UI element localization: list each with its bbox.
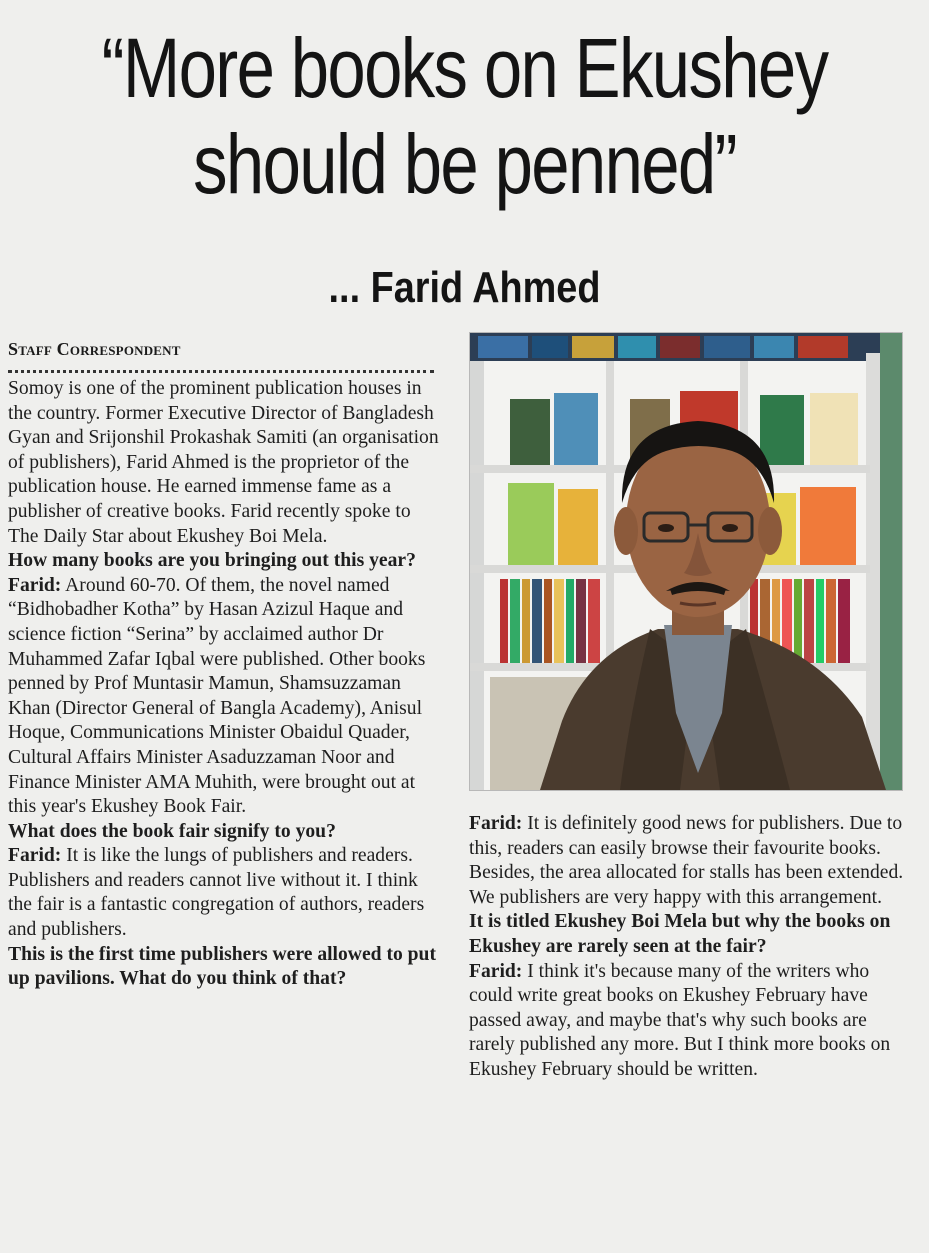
article-body-left xyxy=(8,377,440,992)
headline-line-2: should be penned” xyxy=(193,117,736,211)
question-3: This is the first time publishers were allowed to put up pavilions. What do you think of that? xyxy=(8,943,436,990)
speaker-label: Farid: xyxy=(8,574,62,596)
answer-text: I think it's because many of the writers who could write great books on Ekushey February have passed away, and maybe that's why such books are rarely published any more. But I think more books on Ekushey February should be written. xyxy=(469,960,891,1080)
answer-text: Around 60-70. Of them, the novel named “Bidhobadher Kotha” by Hasan Azizul Haque and science fiction “Serina” by acclaimed author Dr Muhammed Zafar Iqbal were published. Other books penned by Prof Muntasir Mamun, Shamsuzzaman Khan (Director General of Bangla Academy), Anisul Hoque, Communications Minister Obaidul Quader, Cultural Affairs Minister Asaduzzaman Noor and Finance Minister AMA Muhith, were brought out at this year's Ekushey Book Fair. xyxy=(8,574,426,818)
dotted-divider xyxy=(8,370,434,373)
headline-line-1: “More books on Ekushey xyxy=(101,21,828,115)
photo-illustration xyxy=(470,333,902,790)
staff-correspondent-label: Staff Correspondent xyxy=(8,339,181,359)
intro-paragraph: Somoy is one of the prominent publication houses in the country. Former Executive Director of Bangladesh Gyan and Srijonshil Prokashak Samiti (an organisation of publishers), Farid Ahmed is the proprietor of the publication house. He earned immense fame as a publisher of creative books. Farid recently spoke to The Daily Star about Ekushey Boi Mela. xyxy=(8,378,439,547)
question-1: How many books are you bringing out this year? xyxy=(8,550,416,572)
answer-3 xyxy=(469,812,909,910)
speaker-label: Farid: xyxy=(469,960,523,982)
answer-1 xyxy=(8,574,440,820)
answer-4 xyxy=(469,960,909,1083)
question-2: What does the book fair signify to you? xyxy=(8,820,336,842)
speaker-label: Farid: xyxy=(8,845,62,867)
answer-text: It is definitely good news for publishers. Due to this, readers can easily browse their favourite books. Besides, the area allocated for stalls has been extended. We publishers are very happy with this arrangement. xyxy=(469,813,904,908)
answer-2 xyxy=(8,844,440,942)
headline xyxy=(84,20,846,212)
article-body-right xyxy=(469,812,909,1083)
left-column xyxy=(8,338,440,992)
question-4: It is titled Ekushey Boi Mela but why the books on Ekushey are rarely seen at the fair? xyxy=(469,911,891,957)
answer-text: It is like the lungs of publishers and readers. Publishers and readers cannot live without it. I think the fair is a fantastic congregation of authors, readers and publishers. xyxy=(8,845,425,941)
right-column xyxy=(469,812,909,1083)
portrait-photo-icon xyxy=(469,332,903,791)
speaker-label: Farid: xyxy=(469,813,523,834)
byline: ... Farid Ahmed xyxy=(328,263,601,312)
